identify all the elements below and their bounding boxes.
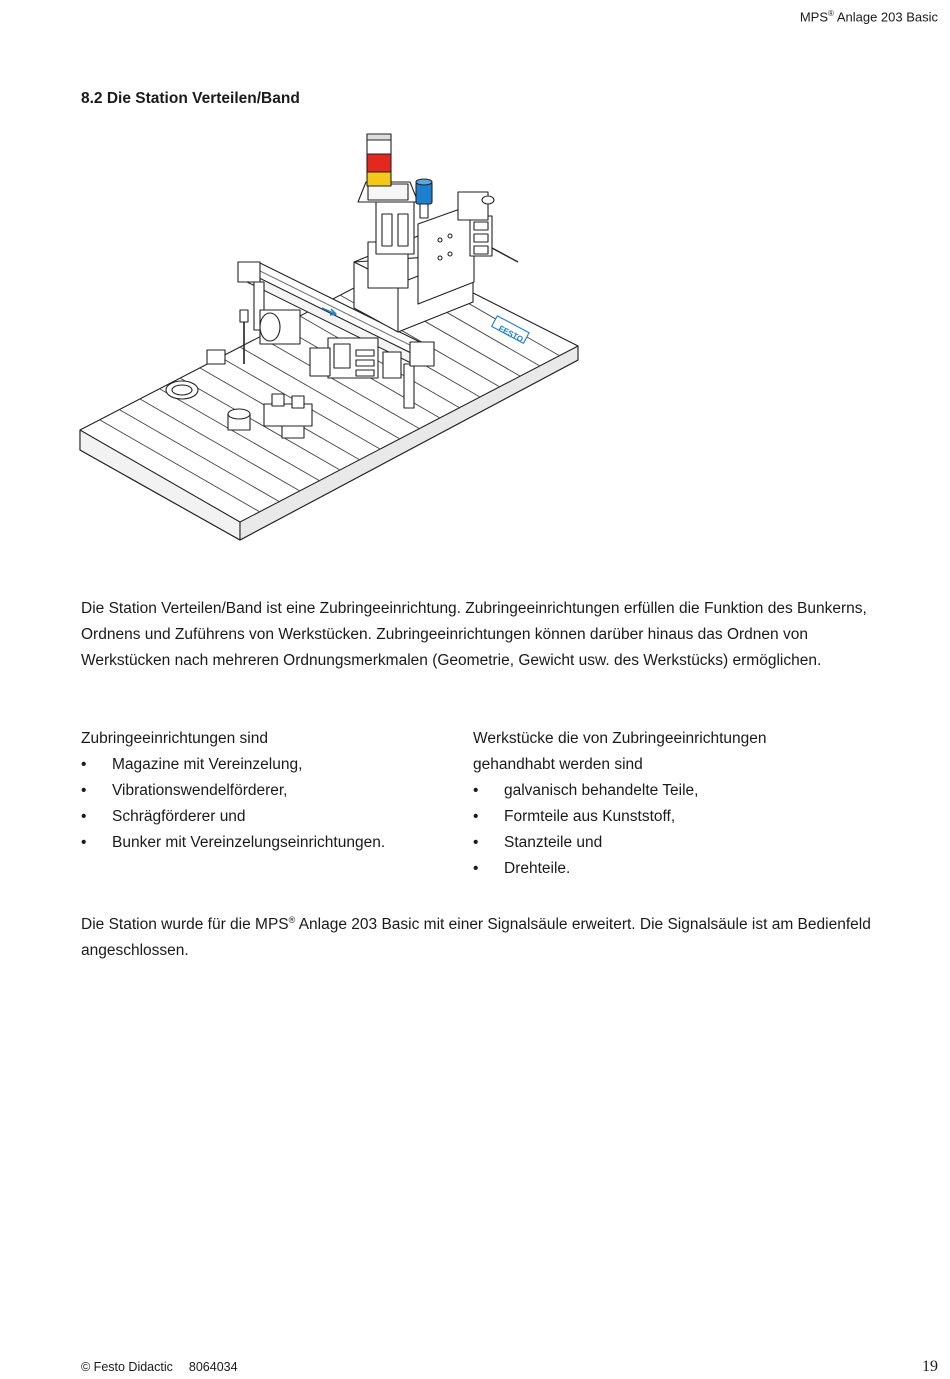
registered-mark: ® bbox=[828, 9, 834, 18]
list-item: • galvanisch behandelte Teile, bbox=[473, 782, 699, 799]
feeder-types-heading: Zubringeeinrichtungen sind bbox=[81, 730, 268, 747]
header-product: MPS bbox=[799, 9, 829, 25]
footer-doc-number: 8064034 bbox=[188, 1360, 238, 1374]
station-drawing bbox=[78, 132, 588, 552]
footer-copyright: © Festo Didactic bbox=[81, 1360, 173, 1374]
signal-light-yellow bbox=[367, 172, 391, 186]
header-product-suffix: Anlage 203 Basic bbox=[833, 9, 938, 25]
workpiece-types-column bbox=[473, 726, 803, 882]
pusher-block bbox=[264, 404, 312, 426]
list-item: • Bunker mit Vereinzelungseinrichtungen. bbox=[81, 834, 386, 851]
page-number: 19 bbox=[922, 1358, 938, 1375]
signal-column-cap bbox=[367, 134, 391, 140]
registered-mark: ® bbox=[288, 915, 296, 925]
festo-logo-text: FESTO bbox=[497, 323, 525, 345]
signal-light-red bbox=[367, 154, 391, 172]
workpiece-types-heading: Werkstücke die von Zubringeeinrichtungen gehandhabt werden sind bbox=[473, 730, 767, 773]
footer bbox=[81, 1360, 238, 1374]
list-item: • Vibrationswendelförderer, bbox=[81, 782, 288, 799]
section-title: 8.2 Die Station Verteilen/Band bbox=[81, 90, 300, 107]
list-item: • Schrägförderer und bbox=[81, 808, 246, 825]
intro-paragraph: Die Station Verteilen/Band ist eine Zubringeeinrichtung. Zubringeeinrichtungen erfüllen die Funktion des Bunkerns, Ordnens und Zuführens von Werkstücken. Zubringeeinrichtungen können darüber hinaus das Ordnen von Werkstücken nach mehreren Ordnungsmerkmalen (Geometrie, Gewicht usw. des Werkstücks) ermöglichen. bbox=[81, 600, 867, 669]
list-item: • Formteile aus Kunststoff, bbox=[473, 808, 676, 825]
station-illustration bbox=[78, 132, 588, 552]
running-header bbox=[800, 9, 938, 24]
list-item: • Drehteile. bbox=[473, 860, 571, 877]
closing-paragraph: Die Station wurde für die MPS® Anlage 203 Basic mit einer Signalsäule erweitert. Die Signalsäule ist am Bedienfeld angeschlossen. bbox=[81, 915, 871, 960]
feeder-types-list bbox=[81, 752, 461, 856]
feeder-types-column bbox=[81, 726, 461, 856]
list-item: • Magazine mit Vereinzelung, bbox=[81, 756, 303, 773]
workpiece-types-list bbox=[473, 778, 803, 882]
conveyor-support-right bbox=[404, 364, 414, 408]
list-item: • Stanzteile und bbox=[473, 834, 603, 851]
